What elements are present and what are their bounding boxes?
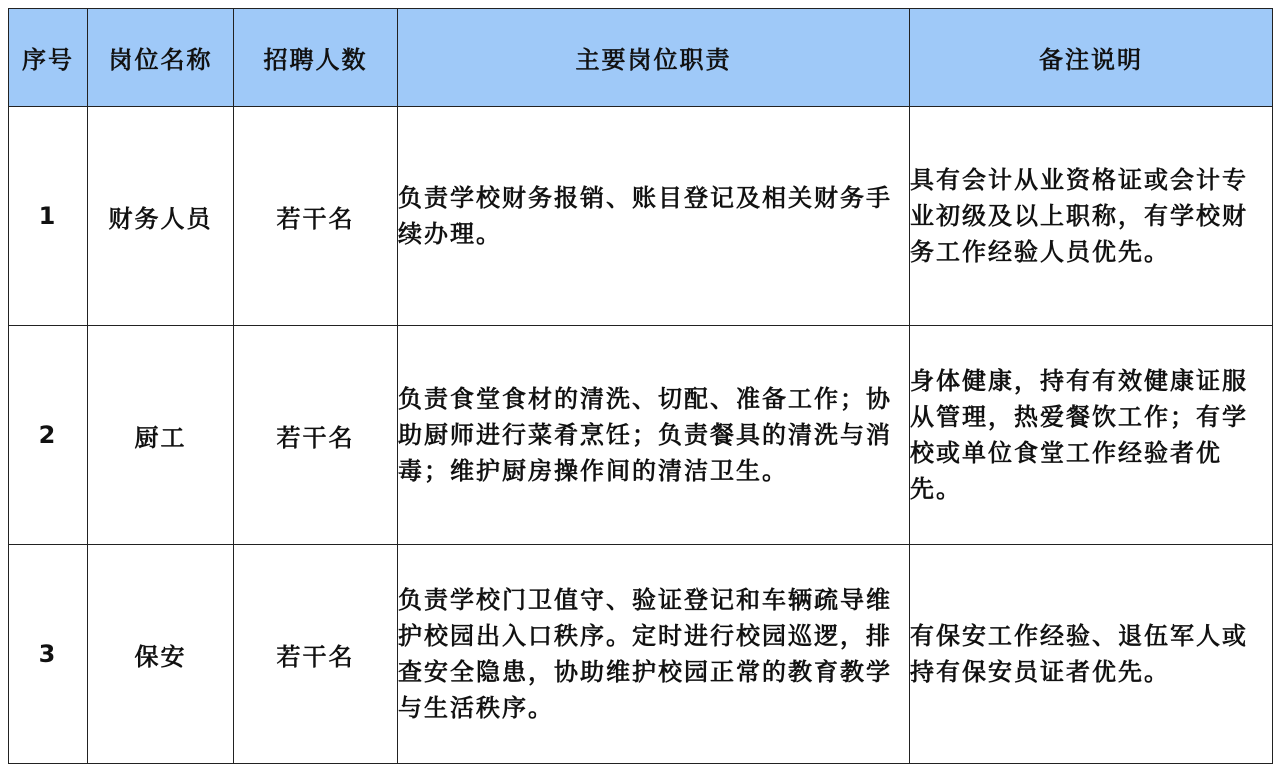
cell-count: 若干名	[234, 545, 398, 764]
cell-seq: 2	[9, 326, 88, 545]
cell-duties: 负责食堂食材的清洗、切配、准备工作；协助厨师进行菜肴烹饪；负责餐具的清洗与消毒；维护厨房操作间的清洁卫生。	[398, 326, 910, 545]
header-position: 岗位名称	[88, 9, 234, 107]
cell-position: 保安	[88, 545, 234, 764]
cell-notes: 具有会计从业资格证或会计专业初级及以上职称，有学校财务工作经验人员优先。	[910, 107, 1273, 326]
cell-seq: 3	[9, 545, 88, 764]
cell-duties: 负责学校财务报销、账目登记及相关财务手续办理。	[398, 107, 910, 326]
cell-count: 若干名	[234, 107, 398, 326]
cell-position: 厨工	[88, 326, 234, 545]
recruitment-table	[8, 8, 1273, 764]
cell-position: 财务人员	[88, 107, 234, 326]
header-row	[9, 9, 1273, 107]
table-row	[9, 107, 1273, 326]
header-seq: 序号	[9, 9, 88, 107]
cell-duties: 负责学校门卫值守、验证登记和车辆疏导维护校园出入口秩序。定时进行校园巡逻，排查安全隐患，协助维护校园正常的教育教学与生活秩序。	[398, 545, 910, 764]
cell-count: 若干名	[234, 326, 398, 545]
table-row	[9, 545, 1273, 764]
header-count: 招聘人数	[234, 9, 398, 107]
cell-notes: 有保安工作经验、退伍军人或持有保安员证者优先。	[910, 545, 1273, 764]
cell-notes: 身体健康，持有有效健康证服从管理，热爱餐饮工作；有学校或单位食堂工作经验者优先。	[910, 326, 1273, 545]
header-duties: 主要岗位职责	[398, 9, 910, 107]
header-notes: 备注说明	[910, 9, 1273, 107]
table-row	[9, 326, 1273, 545]
cell-seq: 1	[9, 107, 88, 326]
